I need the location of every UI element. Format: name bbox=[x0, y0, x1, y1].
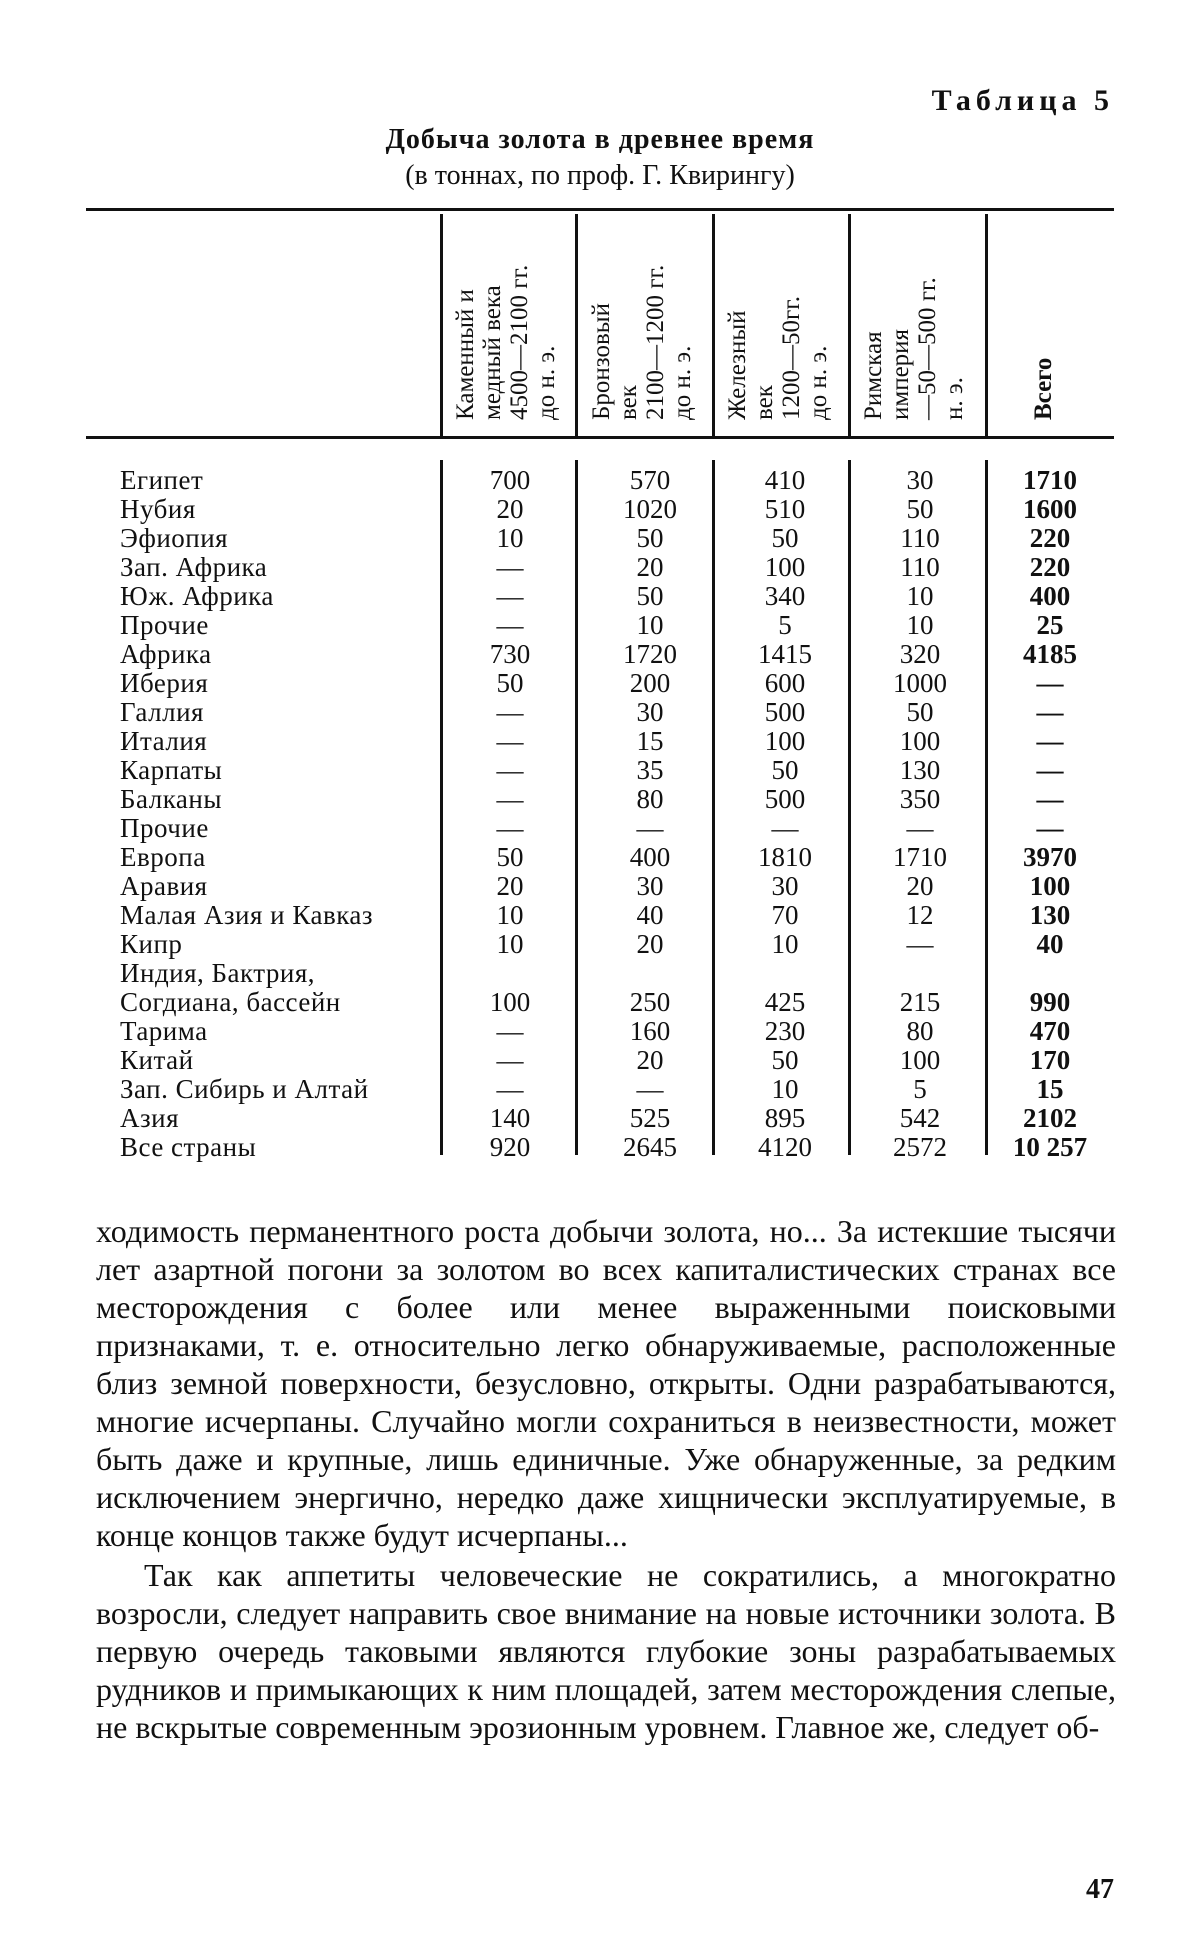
table-cell: — bbox=[496, 552, 524, 582]
table-cell: — bbox=[496, 697, 524, 727]
table-cell: 4120 bbox=[758, 1132, 812, 1162]
table-cell: 3970 bbox=[1023, 842, 1077, 872]
table-row bbox=[0, 553, 1200, 582]
table-cell: 1415 bbox=[758, 639, 812, 669]
table-cell: 250 bbox=[629, 987, 671, 1017]
table-cell: 600 bbox=[764, 668, 806, 698]
table-cell: 895 bbox=[764, 1103, 806, 1133]
column-divider bbox=[848, 214, 851, 436]
table-cell: — bbox=[1036, 726, 1064, 756]
table-cell: 100 bbox=[899, 1045, 941, 1075]
table-row bbox=[0, 930, 1200, 959]
table-cell: 50 bbox=[771, 523, 799, 553]
table-row bbox=[0, 814, 1200, 843]
table-cell: 10 bbox=[496, 523, 524, 553]
row-label: Египет bbox=[120, 465, 204, 495]
column-header-bronze: Бронзовый век 2100—1200 гг. до н. э. bbox=[588, 264, 696, 420]
table-cell: — bbox=[496, 1045, 524, 1075]
table-cell: 2645 bbox=[623, 1132, 677, 1162]
table-cell: 35 bbox=[636, 755, 664, 785]
table-cell: — bbox=[1036, 697, 1064, 727]
table-row bbox=[0, 959, 1200, 988]
table-cell: 12 bbox=[906, 900, 934, 930]
row-label: Тарима bbox=[120, 1016, 208, 1046]
table-cell: 20 bbox=[636, 552, 664, 582]
table-cell: 500 bbox=[764, 697, 806, 727]
table-row bbox=[0, 756, 1200, 785]
table-cell: 230 bbox=[764, 1016, 806, 1046]
table-cell: — bbox=[1036, 784, 1064, 814]
table-cell: 220 bbox=[1029, 552, 1071, 582]
table-cell: 400 bbox=[629, 842, 671, 872]
table-row bbox=[0, 582, 1200, 611]
table-cell: 50 bbox=[636, 581, 664, 611]
table-cell: 1020 bbox=[623, 494, 677, 524]
row-label: Карпаты bbox=[120, 755, 223, 785]
body-text bbox=[96, 1212, 1116, 1746]
row-label: Нубия bbox=[120, 494, 196, 524]
table-cell: 20 bbox=[496, 494, 524, 524]
table-cell: — bbox=[496, 1016, 524, 1046]
table-cell: 10 bbox=[636, 610, 664, 640]
table-cell: 130 bbox=[1029, 900, 1071, 930]
table-cell: 30 bbox=[636, 697, 664, 727]
table-cell: 10 bbox=[906, 610, 934, 640]
column-divider bbox=[985, 214, 988, 436]
table-cell: — bbox=[496, 755, 524, 785]
table-cell: 1710 bbox=[1023, 465, 1077, 495]
row-label: Азия bbox=[120, 1103, 180, 1133]
table-cell: 100 bbox=[899, 726, 941, 756]
table-cell: 110 bbox=[900, 552, 940, 582]
table-row bbox=[0, 1133, 1200, 1162]
table-cell: 140 bbox=[489, 1103, 531, 1133]
page-number: 47 bbox=[1086, 1874, 1114, 1905]
table-cell: 470 bbox=[1029, 1016, 1071, 1046]
table-row bbox=[0, 698, 1200, 727]
row-label: Согдиана, бассейн bbox=[120, 987, 341, 1017]
table-cell: 2572 bbox=[893, 1132, 947, 1162]
table-cell: 1600 bbox=[1023, 494, 1077, 524]
table-cell: 30 bbox=[771, 871, 799, 901]
table-row bbox=[0, 466, 1200, 495]
table-cell: 10 bbox=[496, 929, 524, 959]
table-cell: 80 bbox=[636, 784, 664, 814]
table-cell: — bbox=[496, 581, 524, 611]
table-row bbox=[0, 1017, 1200, 1046]
table-row bbox=[0, 611, 1200, 640]
table-cell: 25 bbox=[1036, 610, 1064, 640]
table-cell: 2102 bbox=[1023, 1103, 1077, 1133]
table-cell: 5 bbox=[778, 610, 792, 640]
row-label: Малая Азия и Кавказ bbox=[120, 900, 374, 930]
table-cell: 1810 bbox=[758, 842, 812, 872]
table-cell: — bbox=[496, 726, 524, 756]
table-cell: 130 bbox=[899, 755, 941, 785]
row-label: Галлия bbox=[120, 697, 204, 727]
table-row bbox=[0, 669, 1200, 698]
table-row bbox=[0, 1075, 1200, 1104]
table-row bbox=[0, 1104, 1200, 1133]
table-cell: 30 bbox=[636, 871, 664, 901]
table-cell: 5 bbox=[913, 1074, 927, 1104]
table-cell: 1000 bbox=[893, 668, 947, 698]
table-cell: 100 bbox=[764, 552, 806, 582]
table-cell: 20 bbox=[496, 871, 524, 901]
table-cell: 730 bbox=[489, 639, 531, 669]
table-cell: 1710 bbox=[893, 842, 947, 872]
table-cell: 500 bbox=[764, 784, 806, 814]
table-cell: — bbox=[1036, 668, 1064, 698]
table-cell: 570 bbox=[629, 465, 671, 495]
table-cell: 40 bbox=[1036, 929, 1064, 959]
table-cell: — bbox=[1036, 755, 1064, 785]
table-cell: 30 bbox=[906, 465, 934, 495]
table-cell: 525 bbox=[629, 1103, 671, 1133]
table-row bbox=[0, 988, 1200, 1017]
row-label: Аравия bbox=[120, 871, 208, 901]
table-cell: 920 bbox=[489, 1132, 531, 1162]
row-label: Италия bbox=[120, 726, 208, 756]
table-cell: 10 bbox=[771, 929, 799, 959]
table-number-label: Таблица 5 bbox=[931, 84, 1114, 117]
table-cell: 10 257 bbox=[1012, 1132, 1088, 1162]
table-cell: — bbox=[906, 813, 934, 843]
table-row bbox=[0, 524, 1200, 553]
table-cell: 20 bbox=[636, 1045, 664, 1075]
table-cell: 50 bbox=[906, 697, 934, 727]
table-cell: 170 bbox=[1029, 1045, 1071, 1075]
table-cell: 10 bbox=[906, 581, 934, 611]
table-cell: 20 bbox=[636, 929, 664, 959]
table-cell: 50 bbox=[496, 842, 524, 872]
row-label: Эфиопия bbox=[120, 523, 229, 553]
row-label: Прочие bbox=[120, 813, 209, 843]
table-cell: 100 bbox=[489, 987, 531, 1017]
row-label: Европа bbox=[120, 842, 206, 872]
column-header-iron: Железный век 1200—50гг. до н. э. bbox=[724, 296, 832, 420]
column-divider bbox=[712, 214, 715, 436]
table-cell: 542 bbox=[899, 1103, 941, 1133]
table-cell: 50 bbox=[496, 668, 524, 698]
column-divider bbox=[575, 214, 578, 436]
table-cell: — bbox=[771, 813, 799, 843]
paragraph: Так как аппетиты человеческие не сократились, а многократно возросли, следует направить свое внимание на новые источники золота. В первую очередь таковыми являются глубокие зоны разрабатываемых рудников и примыкающих к ним площадей, затем месторождения слепые, не вскрытые современным эрозионным уровнем. Главное же, следует об- bbox=[96, 1557, 1116, 1745]
table-row bbox=[0, 727, 1200, 756]
row-label: Кипр bbox=[120, 929, 183, 959]
table-cell: 320 bbox=[899, 639, 941, 669]
row-label: Юж. Африка bbox=[120, 581, 274, 611]
table-cell: 700 bbox=[489, 465, 531, 495]
table-cell: — bbox=[1036, 813, 1064, 843]
table-cell: 15 bbox=[1036, 1074, 1064, 1104]
table-cell: 425 bbox=[764, 987, 806, 1017]
table-row bbox=[0, 901, 1200, 930]
table-cell: 50 bbox=[636, 523, 664, 553]
row-label: Все страны bbox=[120, 1132, 257, 1162]
table-cell: 1720 bbox=[623, 639, 677, 669]
table-cell: 40 bbox=[636, 900, 664, 930]
table-cell: 220 bbox=[1029, 523, 1071, 553]
table-row bbox=[0, 785, 1200, 814]
table-cell: 15 bbox=[636, 726, 664, 756]
column-divider bbox=[440, 214, 443, 436]
table-row bbox=[0, 640, 1200, 669]
table-cell: 340 bbox=[764, 581, 806, 611]
table-cell: 4185 bbox=[1023, 639, 1077, 669]
table-cell: — bbox=[636, 813, 664, 843]
table-cell: 510 bbox=[764, 494, 806, 524]
table-cell: 50 bbox=[771, 1045, 799, 1075]
row-label: Зап. Африка bbox=[120, 552, 268, 582]
row-label: Прочие bbox=[120, 610, 209, 640]
table-cell: 10 bbox=[496, 900, 524, 930]
table-row bbox=[0, 843, 1200, 872]
table-cell: 110 bbox=[900, 523, 940, 553]
table-cell: 50 bbox=[906, 494, 934, 524]
paragraph: ходимость перманентного роста добычи золота, но... За истекшие тысячи лет азартной погони за золотом во всех капиталистических странах все месторождения с более или менее выраженными поисковыми признаками, т. е. относительно легко обнаруживаемые, расположенные близ земной поверхности, безусловно, открыты. Одни разрабатываются, многие исчерпаны. Случайно могли сохраниться в неизвестности, может быть даже и крупные, лишь единичные. Уже обнаруженные, за редким исключением энергично, нередко даже хищнически эксплуатируемые, в конце концов также будут исчерпаны... bbox=[96, 1213, 1116, 1553]
row-label: Китай bbox=[120, 1045, 194, 1075]
table-cell: 160 bbox=[629, 1016, 671, 1046]
table-cell: 50 bbox=[771, 755, 799, 785]
table-cell: 100 bbox=[1029, 871, 1071, 901]
table-cell: 200 bbox=[629, 668, 671, 698]
column-header-roman: Римская империя —50—500 гг. н. э. bbox=[860, 277, 968, 420]
table-cell: 20 bbox=[906, 871, 934, 901]
column-header-total: Всего bbox=[1030, 357, 1057, 420]
table-cell: — bbox=[496, 784, 524, 814]
table-cell: — bbox=[496, 610, 524, 640]
table-cell: — bbox=[636, 1074, 664, 1104]
table-cell: 80 bbox=[906, 1016, 934, 1046]
column-header-stone-copper: Каменный и медный века 4500—2100 гг. до н. э. bbox=[452, 264, 560, 420]
table-cell: 350 bbox=[899, 784, 941, 814]
table-cell: 100 bbox=[764, 726, 806, 756]
table-row bbox=[0, 1046, 1200, 1075]
table-row bbox=[0, 872, 1200, 901]
table-header-rule bbox=[86, 436, 1114, 439]
table-cell: — bbox=[496, 1074, 524, 1104]
row-label: Индия, Бактрия, bbox=[120, 958, 316, 988]
row-label: Иберия bbox=[120, 668, 209, 698]
table-row bbox=[0, 495, 1200, 524]
table-title: Добыча золота в древнее время bbox=[385, 124, 815, 155]
table-cell: 215 bbox=[899, 987, 941, 1017]
table-subtitle: (в тоннах, по проф. Г. Квирингу) bbox=[405, 160, 795, 191]
table-cell: 990 bbox=[1029, 987, 1071, 1017]
row-label: Зап. Сибирь и Алтай bbox=[120, 1074, 369, 1104]
table-cell: 410 bbox=[764, 465, 806, 495]
table-cell: 400 bbox=[1029, 581, 1071, 611]
table-cell: — bbox=[496, 813, 524, 843]
row-label: Африка bbox=[120, 639, 212, 669]
row-label: Балканы bbox=[120, 784, 222, 814]
table-cell: 70 bbox=[771, 900, 799, 930]
table-cell: 10 bbox=[771, 1074, 799, 1104]
table-cell: — bbox=[906, 929, 934, 959]
